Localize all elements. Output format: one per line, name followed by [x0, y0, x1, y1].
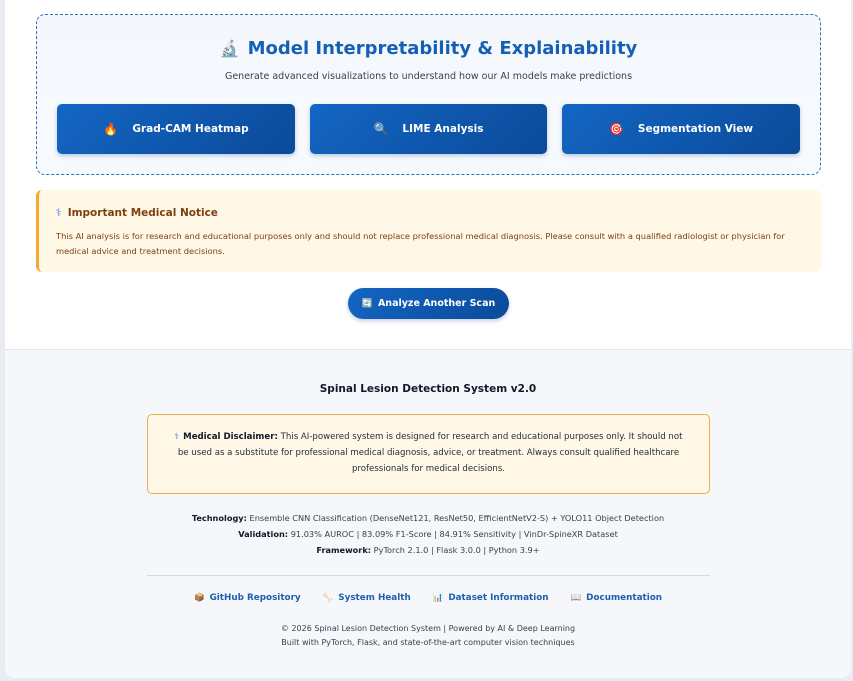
footer: [5, 349, 851, 678]
disclaimer-label: Medical Disclaimer:: [183, 432, 278, 442]
github-repository-label: GitHub Repository: [209, 593, 301, 603]
target-icon: 🎯: [608, 122, 624, 136]
copyright-text: © 2026 Spinal Lesion Detection System | Powered by AI & Deep Learning: [280, 624, 576, 633]
dataset-information-label: Dataset Information: [448, 593, 549, 603]
framework-label: Framework:: [316, 545, 372, 555]
lime-analysis-label: LIME Analysis: [402, 123, 484, 135]
results-card: [5, 0, 851, 678]
medical-disclaimer: [147, 414, 710, 494]
analyze-another-scan-label: Analyze Another Scan: [377, 298, 496, 309]
system-health-label: System Health: [338, 593, 411, 603]
documentation-link[interactable]: [571, 593, 662, 603]
validation-line: [5, 526, 851, 542]
technology-line: [5, 510, 851, 526]
framework-line: [5, 542, 851, 558]
built-with-text: Built with PyTorch, Flask, and state-of-the-art computer vision techniques: [281, 638, 575, 647]
medical-notice-text: This AI analysis is for research and educational purposes only and should not replace professional medical diagnosis. Please consult with a qualified radiologist or physician for medical advice and treatment decisions.: [56, 231, 785, 256]
technology-value: Ensemble CNN Classification (DenseNet121, ResNet50, EfficientNetV2-S) + YOLO11 Object Detection: [249, 513, 665, 523]
caduceus-icon: ⚕: [174, 432, 180, 442]
package-icon: 📦: [193, 593, 205, 603]
microscope-icon: 🔬: [219, 39, 240, 58]
github-repository-link[interactable]: [194, 593, 301, 603]
footer-links: [5, 593, 851, 603]
analyze-another-scan-button[interactable]: [348, 288, 509, 319]
technology-label: Technology:: [191, 513, 247, 523]
footer-divider: [147, 575, 710, 576]
fire-icon: 🔥: [103, 122, 119, 136]
magnifier-icon: 🔍: [373, 122, 389, 136]
documentation-label: Documentation: [586, 593, 663, 603]
interpretability-subtitle: Generate advanced visualizations to understand how our AI models make predictions: [224, 71, 633, 82]
interpretability-title: [37, 38, 820, 59]
interpretability-panel: [36, 14, 821, 175]
footer-title: Spinal Lesion Detection System v2.0: [319, 383, 537, 395]
medical-notice: [36, 190, 821, 272]
gradcam-heatmap-button[interactable]: [57, 104, 295, 154]
medical-notice-title: [56, 207, 218, 219]
copyright: [5, 622, 851, 650]
interpretability-title-text: Model Interpretability & Explainability: [247, 38, 638, 59]
bone-icon: 🦴: [322, 593, 334, 603]
gradcam-heatmap-label: Grad-CAM Heatmap: [132, 123, 249, 135]
framework-value: PyTorch 2.1.0 | Flask 3.0.0 | Python 3.9+: [373, 545, 540, 555]
validation-label: Validation:: [238, 529, 289, 539]
medical-notice-title-text: Important Medical Notice: [67, 207, 218, 219]
segmentation-view-button[interactable]: [562, 104, 800, 154]
validation-value: 91.03% AUROC | 83.09% F1-Score | 84.91% Sensitivity | VinDr-SpineXR Dataset: [290, 529, 618, 539]
segmentation-view-label: Segmentation View: [637, 123, 754, 135]
refresh-icon: 🔄: [361, 298, 373, 309]
disclaimer-text: This AI-powered system is designed for research and educational purposes only. It should not be used as a substitute for professional medical diagnosis, advice, or treatment. Always consult qualified healthcare professionals for medical decisions.: [177, 432, 683, 474]
dataset-information-link[interactable]: [433, 593, 549, 603]
tech-info: [5, 510, 851, 558]
system-health-link[interactable]: [323, 593, 411, 603]
bar-chart-icon: 📊: [432, 593, 444, 603]
book-icon: 📖: [570, 593, 582, 603]
caduceus-icon: ⚕: [56, 207, 62, 219]
lime-analysis-button[interactable]: [310, 104, 547, 154]
